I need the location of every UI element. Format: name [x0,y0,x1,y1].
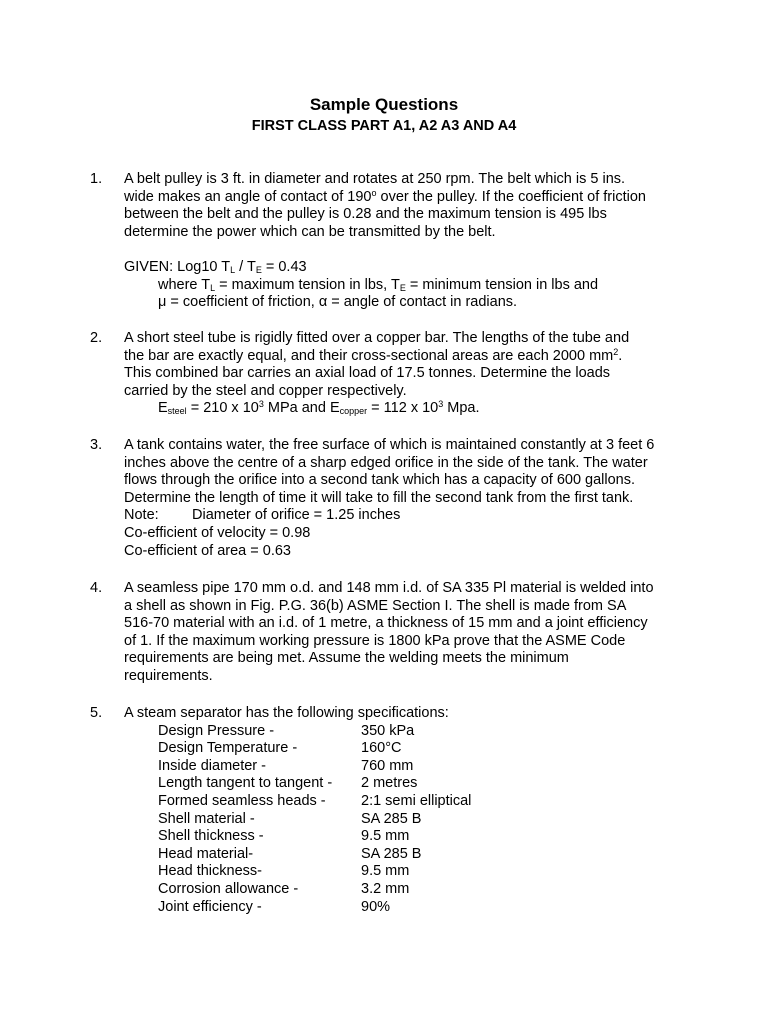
note-label: Note: [124,507,159,524]
superscript: o [371,187,377,198]
subscript: E [255,264,262,275]
text-run: E [158,400,168,417]
text-run: wide makes an angle of contact of 190 [124,188,372,205]
given-line [124,259,684,277]
text-run: = 112 x 10 [367,400,439,417]
page-subtitle: FIRST CLASS PART A1, A2 A3 AND A4 [251,118,517,134]
question-number: 5. [90,705,103,721]
subscript: copper [339,406,368,417]
text-line: 516-70 material with an i.d. of 1 metre, a thickness of 15 mm and a joint efficiency [124,615,648,632]
question-body [124,580,684,686]
modulus-line [124,400,684,418]
text-run: the bar are exactly equal, and their cross-sectional areas are each 2000 mm [124,347,614,364]
text-line: A tank contains water, the free surface of which is maintained constantly at 3 feet 6 [124,437,655,453]
superscript: 2 [613,346,619,357]
subscript: E [399,282,406,293]
text-run: GIVEN: Log10 T [124,258,231,275]
text-line: requirements. [124,667,213,684]
question-number: 4. [90,580,103,596]
spec-value: SA 285 B [361,845,422,862]
subscript: L [230,264,236,275]
spec-label: Shell material - [158,810,255,827]
subscript: steel [167,406,187,417]
spec-row [124,811,684,829]
question-body [124,171,684,312]
text-line: requirements are being met. Assume the welding meets the minimum [124,650,569,667]
spec-row [124,899,684,917]
text-line: Co-efficient of velocity = 0.98 [124,524,311,541]
text-run: = 0.43 [261,258,307,275]
question-body [124,705,684,916]
question-body [124,330,684,418]
text-line: Determine the length of time it will take to fill the second tank from the first tank. [124,489,634,506]
superscript: 3 [258,399,264,410]
text-run: over the pulley. If the coefficient of friction [376,188,646,205]
spec-label: Shell thickness - [158,828,264,845]
text-run: MPa and E [263,400,340,417]
text-run: = minimum tension in lbs and [405,276,599,293]
spec-row [124,740,684,758]
note-text: Diameter of orifice = 1.25 inches [192,507,401,524]
text-run: . [618,347,623,364]
superscript: 3 [438,399,444,410]
text-line: a shell as shown in Fig. P.G. 36(b) ASME Section I. The shell is made from SA [124,597,627,614]
text-run: = 210 x 10 [186,400,259,417]
question-number: 2. [90,330,103,346]
spec-row [124,881,684,899]
text-line: A seamless pipe 170 mm o.d. and 148 mm i.d. of SA 335 Pl material is welded into [124,580,654,596]
text-line: This combined bar carries an axial load of 17.5 tonnes. Determine the loads [124,365,611,382]
spec-label: Formed seamless heads - [158,792,326,809]
where-line [124,277,684,295]
text-line [124,348,684,366]
spec-label: Corrosion allowance - [158,880,299,897]
spec-row [124,758,684,776]
spec-value: SA 285 B [361,810,422,827]
text-line: determine the power which can be transmitted by the belt. [124,223,496,240]
spec-value: 90% [361,898,391,915]
spec-value: 9.5 mm [361,828,410,845]
spec-label: Design Temperature - [158,740,298,757]
note-line [124,507,684,525]
spec-value: 350 kPa [361,722,415,739]
text-run: = maximum tension in lbs, T [215,276,400,293]
subscript: L [210,282,216,293]
spec-list [124,723,684,917]
spec-row [124,793,684,811]
spec-label: Head thickness- [158,863,262,880]
spec-value: 160°C [361,740,402,757]
text-line [124,189,684,207]
spec-value: 3.2 mm [361,880,410,897]
spec-label: Head material- [158,845,254,862]
spec-row [124,863,684,881]
text-line: flows through the orifice into a second tank which has a capacity of 600 gallons. [124,472,636,489]
text-line: of 1. If the maximum working pressure is 1800 kPa prove that the ASME Code [124,632,626,649]
question-number: 3. [90,437,103,453]
text-run: Mpa. [443,400,480,417]
spec-label: Design Pressure - [158,722,275,739]
text-line: A short steel tube is rigidly fitted over a copper bar. The lengths of the tube and [124,330,630,346]
spec-row [124,828,684,846]
spec-label: Inside diameter - [158,757,266,774]
spec-row [124,723,684,741]
text-line: carried by the steel and copper respectively. [124,382,407,399]
text-line: A steam separator has the following specifications: [124,705,449,721]
spec-row [124,775,684,793]
mu-line: μ = coefficient of friction, α = angle of contact in radians. [158,294,518,311]
spec-value: 2 metres [361,775,418,792]
text-line: inches above the centre of a sharp edged orifice in the side of the tank. The water [124,454,648,471]
spec-value: 9.5 mm [361,863,410,880]
text-line: between the belt and the pulley is 0.28 and the maximum tension is 495 lbs [124,206,607,223]
page-title: Sample Questions [309,95,459,114]
text-line: Co-efficient of area = 0.63 [124,542,291,559]
question-body [124,437,684,560]
text-line: A belt pulley is 3 ft. in diameter and rotates at 250 rpm. The belt which is 5 ins. [124,171,626,187]
question-number: 1. [90,171,103,187]
spec-row [124,846,684,864]
spec-label: Joint efficiency - [158,898,262,915]
spec-value: 2:1 semi elliptical [361,792,472,809]
spec-value: 760 mm [361,757,414,774]
text-run: / T [235,258,256,275]
spec-label: Length tangent to tangent - [158,775,333,792]
text-run: where T [158,276,211,293]
